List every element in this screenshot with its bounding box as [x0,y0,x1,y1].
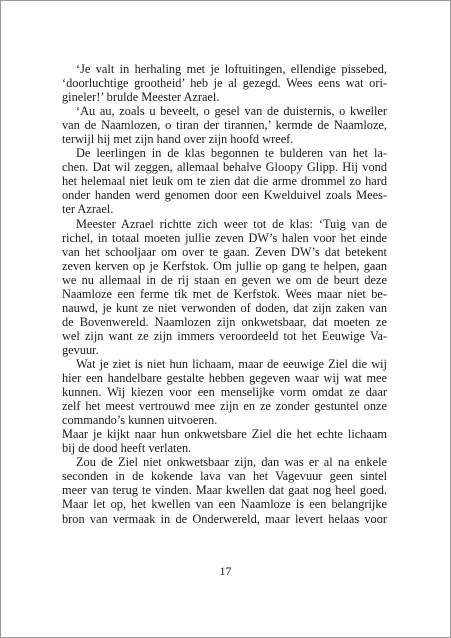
text-line: nauwd, je kunt ze niet verwonden of doden, dat zijn zaken van [62,300,387,315]
text-line: richel, in totaal moeten jullie zeven DW’s halen voor het einde [62,230,387,245]
text-line: bron van vermaak in de Onderwereld, maar levert helaas voor [62,511,387,526]
text-line: het helemaal niet leuk om te zien dat die arme drommel zo hard [62,174,387,189]
text-line: ‘Je valt in herhaling met je loftuitingen, ellendige pissebed, [76,62,387,76]
body-text [62,62,387,526]
page-number: 17 [219,564,232,578]
text-line: chen. Dat wil zeggen, allemaal behalve Gloopy Glipp. Hij vond [62,160,387,175]
text-line: onder handen werd genomen door een Kwelduivel zoals Mees- [62,188,387,203]
text-line: van de Naamlozen, o tiran der tirannen,’ kermde de Naamloze, [62,118,387,133]
text-line: ‘doorluchtige grootheid’ heb je al gezegd. Wees eens wat ori- [62,76,387,91]
text-line: gevuur. [62,342,99,357]
text-line: commando’s kunnen uitvoeren. [62,413,218,428]
text-line: wel zijn want ze zijn immers veroordeeld tot het Eeuwige Va- [62,328,387,343]
text-line: Zou de Ziel niet onkwetsbaar zijn, dan was er al na enkele [76,455,387,470]
text-line: van het schooljaar om over te gaan. Zeven DW’s dat betekent [62,244,387,259]
text-line: kunnen. Wij kiezen voor een menselijke vorm omdat ze daar [62,385,387,400]
text-line: Wat je ziet is niet hun lichaam, maar de eeuwige Ziel die wij [76,356,387,371]
text-line: hier een handelbare gestalte hebben gegeven waar wij wat mee [62,371,387,386]
text-line: ter Azrael. [62,202,114,217]
text-line: de Bovenwereld. Naamlozen zijn onkwetsbaar, dat moeten ze [62,314,387,329]
text-line: De leerlingen in de klas begonnen te bulderen van het la- [76,146,387,161]
text-line: zelf het meest vertrouwd mee zijn en ze zonder gestuntel onze [62,399,387,414]
text-line: Maar je kijkt naar hun onkwetsbare Ziel die het echte lichaam [62,427,387,442]
text-line: gineler!’ brulde Meester Azrael. [62,90,220,105]
text-line: Meester Azrael richtte zich weer tot de klas: ‘Tuig van de [76,216,387,231]
text-line: ‘Au au, zoals u beveelt, o gesel van de duisternis, o kweller [76,104,387,119]
text-line: zeven kerven op je Kerfstok. Om jullie op gang te helpen, gaan [62,258,387,273]
text-line: Maar let op, het kwellen van een Naamloze is een belangrijke [62,497,387,512]
text-line: we nu allemaal in de rij staan en geven we om de beurt deze [62,272,387,287]
text-line: Naamloze een ferme tik met de Kerfstok. Wees maar niet be- [62,286,387,301]
text-line: meer van terug te vinden. Maar kwellen dat gaat nog heel goed. [62,483,387,498]
text-line: seconden in de kokende lava van het Vagevuur geen sintel [62,469,387,484]
text-line: terwijl hij met zijn hand over zijn hoofd wreef. [62,132,294,147]
text-line: bij de dood heeft verlaten. [62,441,192,456]
